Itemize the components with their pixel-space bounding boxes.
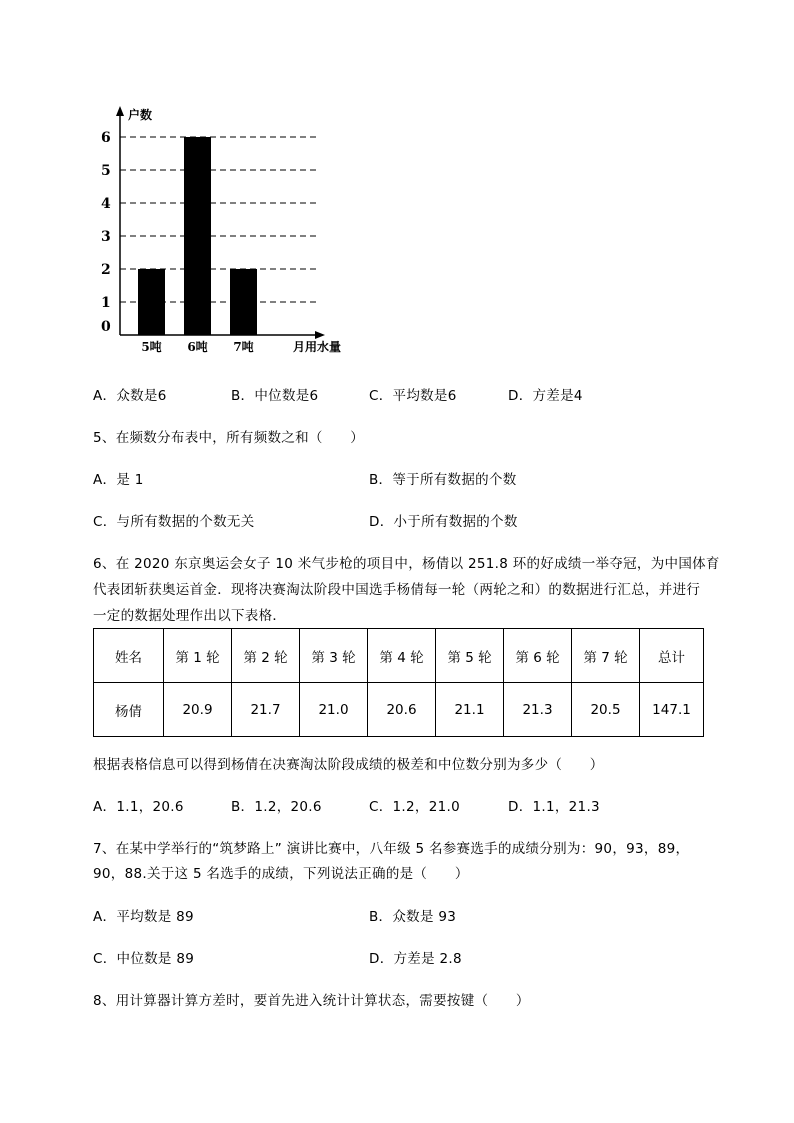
- chart-x-ticks: [141, 339, 253, 354]
- q6-option-a[interactable]: A．1.1，20.6: [93, 799, 184, 815]
- score-table: [93, 628, 704, 737]
- table-cell: 杨倩: [94, 683, 164, 737]
- y-tick-label: 0: [101, 319, 111, 335]
- table-row: [94, 683, 704, 737]
- y-axis-arrow: [116, 106, 124, 116]
- q4-option-d[interactable]: D．方差是4: [508, 388, 583, 404]
- q7-option-b[interactable]: B．众数是 93: [369, 909, 457, 925]
- q6-option-d[interactable]: D．1.1，21.3: [508, 799, 600, 815]
- q7-option-a[interactable]: A．平均数是 89: [93, 909, 194, 925]
- q8-stem: 8、用计算器计算方差时，要首先进入统计计算状态，需要按键（ ）: [93, 993, 530, 1009]
- q5-option-a[interactable]: A．是 1: [93, 472, 144, 488]
- table-header-cell: 第 2 轮: [232, 629, 300, 683]
- table-header-cell: 第 1 轮: [164, 629, 232, 683]
- table-header-cell: 第 5 轮: [436, 629, 504, 683]
- q4-option-a[interactable]: A．众数是6: [93, 388, 167, 404]
- table-cell: 21.0: [300, 683, 368, 737]
- q5-stem: 5、在频数分布表中，所有频数之和（ ）: [93, 430, 365, 446]
- table-cell: 21.1: [436, 683, 504, 737]
- q5-option-d[interactable]: D．小于所有数据的个数: [369, 514, 518, 530]
- q6-stem-line-3: 一定的数据处理作出以下表格．: [93, 608, 287, 624]
- q6-question: 根据表格信息可以得到杨倩在决赛淘汰阶段成绩的极差和中位数分别为多少（ ）: [93, 757, 604, 773]
- q5-option-b[interactable]: B．等于所有数据的个数: [369, 472, 517, 488]
- table-header-cell: 第 3 轮: [300, 629, 368, 683]
- y-tick-label: 1: [101, 295, 111, 311]
- x-tick-label: 5吨: [141, 340, 162, 354]
- x-tick-label: 7吨: [233, 340, 254, 354]
- q6-option-b[interactable]: B．1.2，20.6: [231, 799, 322, 815]
- q6-option-c[interactable]: C．1.2，21.0: [369, 799, 460, 815]
- q7-option-c[interactable]: C．中位数是 89: [93, 951, 195, 967]
- table-header-row: [94, 629, 704, 683]
- water-usage-bar-chart: [95, 100, 365, 360]
- table-header-cell: 姓名: [94, 629, 164, 683]
- table-header-cell: 第 7 轮: [572, 629, 640, 683]
- x-axis-label: 月用水量: [293, 340, 342, 354]
- q7-option-d[interactable]: D．方差是 2.8: [369, 951, 462, 967]
- bar: [230, 269, 257, 335]
- x-tick-label: 6吨: [187, 340, 208, 354]
- q7-stem-line-1: 7、在某中学举行的“筑梦路上” 演讲比赛中，八年级 5 名参赛选手的成绩分别为：90，93，89，: [93, 841, 690, 857]
- q4-option-b[interactable]: B．中位数是6: [231, 388, 319, 404]
- x-axis-arrow: [315, 331, 325, 339]
- table-cell: 147.1: [640, 683, 704, 737]
- y-tick-label: 3: [101, 229, 111, 245]
- table-cell: 21.7: [232, 683, 300, 737]
- table-header-cell: 第 6 轮: [504, 629, 572, 683]
- y-tick-label: 2: [101, 262, 111, 278]
- chart-y-ticks: [101, 130, 111, 335]
- table-header-cell: 第 4 轮: [368, 629, 436, 683]
- table-cell: 20.9: [164, 683, 232, 737]
- q6-stem-line-1: 6、在 2020 东京奥运会女子 10 米气步枪的项目中，杨倩以 251.8 环的好成绩一举夺冠，为中国体育: [93, 556, 720, 572]
- y-axis-label: 户数: [128, 108, 153, 122]
- bar: [184, 137, 211, 335]
- y-tick-label: 6: [101, 130, 111, 146]
- table-cell: 20.5: [572, 683, 640, 737]
- q5-option-c[interactable]: C．与所有数据的个数无关: [93, 514, 255, 530]
- table-header-cell: 总计: [640, 629, 704, 683]
- table-cell: 20.6: [368, 683, 436, 737]
- q4-option-c[interactable]: C．平均数是6: [369, 388, 457, 404]
- y-tick-label: 4: [101, 196, 111, 212]
- bar: [138, 269, 165, 335]
- q7-stem-line-2: 90，88.关于这 5 名选手的成绩，下列说法正确的是（ ）: [93, 866, 469, 882]
- table-cell: 21.3: [504, 683, 572, 737]
- y-tick-label: 5: [101, 163, 111, 179]
- q6-stem-line-2: 代表团斩获奥运首金．现将决赛淘汰阶段中国选手杨倩每一轮（两轮之和）的数据进行汇总，并进行: [93, 582, 701, 598]
